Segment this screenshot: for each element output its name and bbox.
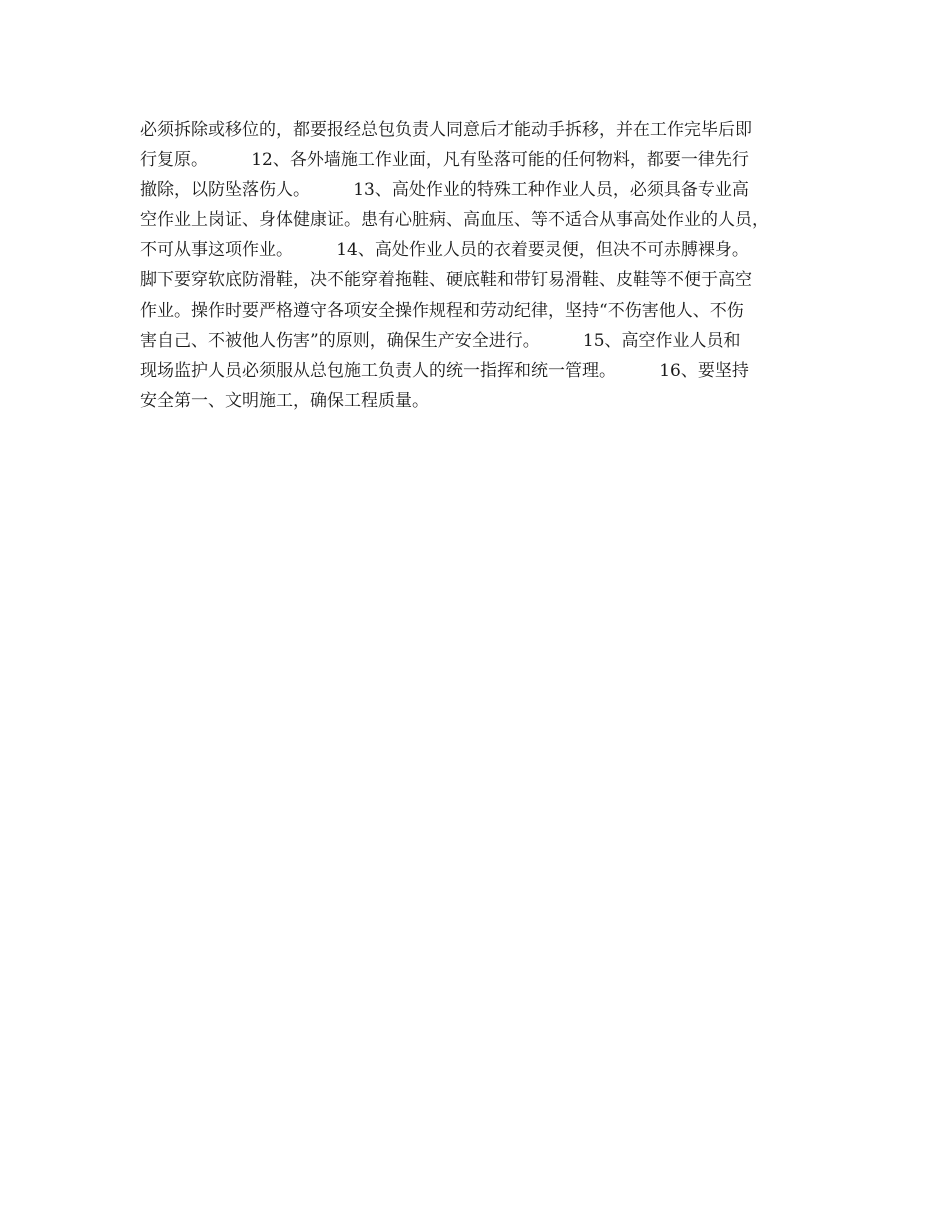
- text-line: 脚下要穿软底防滑鞋，决不能穿着拖鞋、硬底鞋和带钉易滑鞋、皮鞋等不便于高空: [140, 270, 752, 291]
- text-line: 害自己、不被他人伤害”的原则，确保生产安全进行。 15、高空作业人员和: [140, 330, 741, 351]
- body-paragraph: [140, 115, 830, 416]
- text-line: 行复原。 12、各外墙施工作业面，凡有坠落可能的任何物料，都要一律先行: [140, 150, 749, 171]
- text-line: 撤除，以防坠落伤人。 13、高处作业的特殊工种作业人员，必须具备专业高: [140, 180, 749, 201]
- text-line: 作业。操作时要严格遵守各项安全操作规程和劳动纪律，坚持“不伤害他人、不伤: [140, 300, 744, 321]
- text-line: 现场监护人员必须服从总包施工负责人的统一指挥和统一管理。 16、要坚持: [140, 360, 749, 381]
- text-line: 安全第一、文明施工，确保工程质量。: [140, 390, 429, 411]
- text-line: 不可从事这项作业。 14、高处作业人员的衣着要灵便，但决不可赤膊裸身。: [140, 240, 749, 261]
- text-line: 必须拆除或移位的，都要报经总包负责人同意后才能动手拆移，并在工作完毕后即: [140, 120, 752, 140]
- text-line: 空作业上岗证、身体健康证。患有心脏病、高血压、等不适合从事高处作业的人员，: [140, 210, 769, 231]
